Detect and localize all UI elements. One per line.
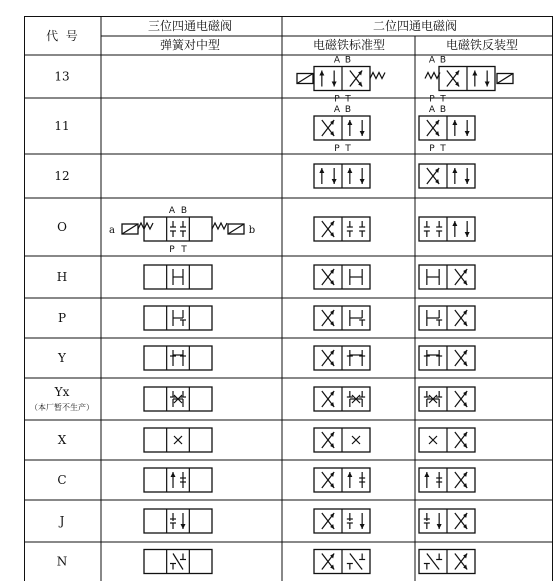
table-row xyxy=(58,514,65,528)
row-code: 11 xyxy=(54,119,70,133)
row-code: 12 xyxy=(54,169,70,183)
header-three-position: 三位四通电磁阀 xyxy=(147,19,233,33)
port-label: B xyxy=(439,105,447,115)
port-label: P xyxy=(334,94,340,105)
row-code: N xyxy=(56,554,68,569)
solenoid-a-label: a xyxy=(109,225,115,236)
port-label: T xyxy=(440,94,446,105)
port-label: B xyxy=(344,105,352,115)
port-label: T xyxy=(440,144,446,154)
valve-symbols-row xyxy=(144,509,475,533)
row-code: X xyxy=(57,433,67,447)
table-row xyxy=(57,351,67,365)
port-label: A xyxy=(333,105,341,115)
row-note: （本厂暂不生产） xyxy=(30,403,94,412)
row-code: Yx xyxy=(54,385,70,399)
port-label: P xyxy=(429,144,435,154)
valve-symbols-row xyxy=(314,164,475,188)
table-row xyxy=(57,270,67,284)
row-code: 13 xyxy=(54,69,70,84)
port-label: P xyxy=(334,144,340,154)
table-row xyxy=(58,311,66,325)
valve-symbols-row xyxy=(297,56,513,105)
row-code: H xyxy=(56,270,68,284)
table-row xyxy=(54,70,69,84)
table-frame xyxy=(25,17,553,581)
port-label: A xyxy=(428,105,436,115)
header-spring-center: 弹簧对中型 xyxy=(159,38,221,52)
valve-body xyxy=(144,468,212,492)
port-label: P xyxy=(169,245,175,255)
table-row xyxy=(57,555,68,569)
port-label: A xyxy=(333,55,341,66)
table-row xyxy=(30,385,94,412)
row-code: Y xyxy=(58,351,66,365)
valve-symbols-row xyxy=(314,105,475,154)
port-label: T xyxy=(181,245,187,255)
solenoid-b-label: b xyxy=(248,225,256,236)
port-label: T xyxy=(345,94,351,105)
header-reverse-type: 电磁铁反装型 xyxy=(445,38,519,52)
port-label: P xyxy=(429,94,435,105)
header-standard-type: 电磁铁标准型 xyxy=(312,38,386,52)
valve-symbols-row xyxy=(144,265,475,289)
valve-symbols-row xyxy=(144,428,475,452)
spring-symbol xyxy=(370,73,385,79)
valve-symbols-row xyxy=(109,206,475,255)
port-label: B xyxy=(439,55,447,66)
row-code: O xyxy=(57,220,67,234)
port-label: B xyxy=(344,55,352,66)
row-code: J xyxy=(59,514,65,528)
spring-symbol xyxy=(212,223,227,229)
valve-symbols-row xyxy=(144,387,475,411)
header-code: 代 号 xyxy=(46,29,78,43)
valve-symbols-row xyxy=(144,346,475,370)
row-code: P xyxy=(57,311,67,325)
valve-body xyxy=(144,346,212,370)
port-label: A xyxy=(428,55,436,66)
table-row xyxy=(57,473,66,487)
table-row xyxy=(58,433,67,447)
table-row xyxy=(54,169,69,183)
valve-symbols-row xyxy=(144,468,475,492)
valve-body xyxy=(144,217,212,241)
spring-symbol xyxy=(425,73,440,79)
table-row xyxy=(54,119,69,133)
valve-symbols-row xyxy=(144,306,475,330)
valve-body xyxy=(144,509,212,533)
port-label: T xyxy=(345,144,351,154)
table-row xyxy=(57,220,67,234)
row-code: C xyxy=(57,473,67,487)
header-two-position: 二位四通电磁阀 xyxy=(372,19,458,33)
valve-symbols-row xyxy=(144,550,475,574)
port-label: B xyxy=(180,206,188,216)
port-label: A xyxy=(168,206,176,216)
